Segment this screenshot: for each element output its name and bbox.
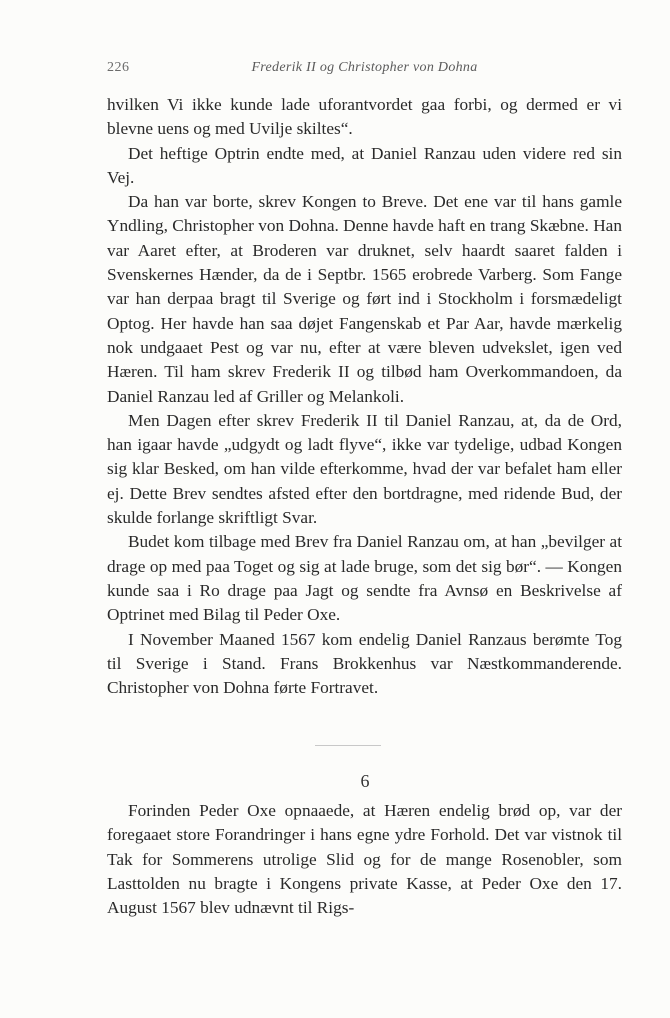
paragraph: Men Dagen efter skrev Frederik II til Daniel Ranzau, at, da de Ord, han igaar havde „udgydt og ladt flyve“, ikke var tydelige, udbad Kongen sig klar Besked, om han vilde efterkomme, hvad der var befalet ham eller ej. Dette Brev sendtes afsted efter den bortdragne, med ridende Bud, der skulde forlange skriftligt Svar. bbox=[107, 410, 622, 528]
body-text-bottom bbox=[107, 799, 622, 920]
section-number: 6 bbox=[360, 771, 370, 791]
body-text-top bbox=[107, 93, 622, 700]
running-title: Frederik II og Christopher von Dohna bbox=[251, 60, 478, 75]
paragraph: I November Maaned 1567 kom endelig Daniel Ranzaus berømte Tog til Sverige i Stand. Frans Brokkenhus var Næstkommanderende. Christopher von Dohna førte Fortravet. bbox=[107, 629, 622, 698]
paragraph: Budet kom tilbage med Brev fra Daniel Ranzau om, at han „bevilger at drage op med paa Toget og sig at lade bruge, som det sig bør“. — Kongen kunde saa i Ro drage paa Jagt og sendte fra Avnsø en Beskrivelse af Optrinet med Bilag til Peder Oxe. bbox=[107, 532, 622, 625]
running-head bbox=[107, 60, 622, 80]
page-number: 226 bbox=[107, 60, 130, 75]
paragraph-continuation: hvilken Vi ikke kunde lade uforantvordet gaa forbi, og dermed er vi blevne uens og med Uvilje skiltes“. bbox=[107, 95, 622, 139]
paragraph: Forinden Peder Oxe opnaaede, at Hæren endelig brød op, var der foregaaet store Forandringer i hans egne ydre Forhold. Det var vistnok til Tak for Sommerens utrolige Slid og for de mange Rosenobler, som Lasttolden nu bragte i Kongens private Kasse, at Peder Oxe den 17. August 1567 blev udnævnt til Rigs- bbox=[107, 801, 622, 918]
section-divider bbox=[315, 745, 381, 746]
paragraph: Det heftige Optrin endte med, at Daniel Ranzau uden videre red sin Vej. bbox=[107, 143, 622, 187]
paragraph: Da han var borte, skrev Kongen to Breve. Det ene var til hans gamle Yndling, Christopher von Dohna. Denne havde haft en trang Skæbne. Han var Aaret efter, at Broderen var druknet, selv haardt saaret falden i Svenskernes Hænder, da de i Septbr. 1565 erobrede Varberg. Som Fange var han derpaa bragt til Sverige og ført ind i Stockholm i forsmædeligt Optog. Her havde han saa døjet Fangenskab et Par Aar, havde mærkelig nok undgaaet Pest og var nu, efter at være bleven udvekslet, igen ved Hæren. Til ham skrev Frederik II og tilbød ham Overkommandoen, da Daniel Ranzau led af Griller og Melankoli. bbox=[107, 192, 622, 406]
